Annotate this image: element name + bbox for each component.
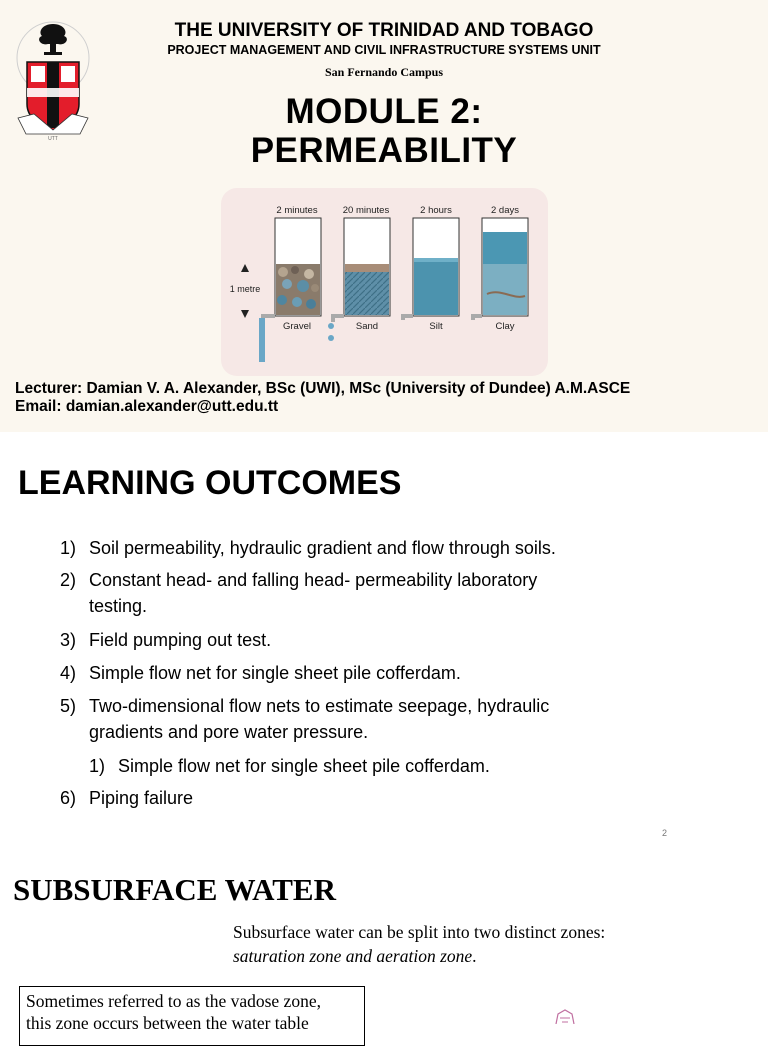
learning-outcomes-title: LEARNING OUTCOMES — [18, 464, 402, 502]
unit-name: PROJECT MANAGEMENT AND CIVIL INFRASTRUCTURE SYSTEMS UNIT — [167, 43, 601, 57]
module-subtitle: PERMEABILITY — [250, 131, 518, 170]
item-text: Field pumping out test. — [89, 630, 272, 650]
university-name: THE UNIVERSITY OF TRINIDAD AND TOBAGO — [174, 20, 594, 41]
item-number: 1) — [60, 538, 77, 558]
list-item — [60, 785, 660, 811]
module-title: MODULE 2: — [285, 92, 483, 131]
item-text: Piping failure — [89, 788, 194, 808]
item-number: 3) — [60, 630, 77, 650]
item-number: 6) — [60, 788, 77, 808]
intro-paragraph — [233, 920, 633, 968]
item-text-continued: testing. — [89, 596, 148, 616]
list-item — [60, 627, 660, 653]
item-text: Two-dimensional flow nets to estimate seepage, hydraulic — [89, 696, 550, 716]
intro-end: . — [472, 946, 477, 966]
campus-name: San Fernando Campus — [324, 65, 444, 79]
vadose-zone-textbox — [19, 986, 365, 1046]
item-text: Constant head- and falling head- permeability laboratory — [89, 570, 538, 590]
textbox-line: this zone occurs between the water table — [26, 1013, 309, 1033]
soil-label: Sand — [355, 321, 379, 332]
intro-italic-text: saturation zone and aeration zone — [233, 946, 473, 966]
textbox-line: Sometimes referred to as the vadose zone, — [26, 991, 321, 1011]
permeability-figure — [221, 188, 548, 376]
lecturer-info — [15, 380, 630, 416]
item-number: 4) — [60, 663, 77, 683]
sub-list-item — [89, 753, 649, 779]
diagram-fragment-icon — [550, 1008, 580, 1024]
soil-label: Gravel — [283, 321, 311, 332]
title-slide — [0, 0, 768, 432]
subsurface-water-title: SUBSURFACE WATER — [13, 872, 336, 907]
scale-label: 1 metre — [229, 284, 261, 294]
intro-text: Subsurface water can be split into two distinct zones: — [233, 922, 606, 942]
item-text: Soil permeability, hydraulic gradient and flow through soils. — [89, 538, 556, 558]
soil-label: Clay — [495, 321, 515, 332]
svg-text:UTT: UTT — [48, 136, 58, 142]
time-label: 2 minutes — [276, 205, 318, 216]
item-number: 1) — [89, 756, 106, 776]
item-text: Simple flow net for single sheet pile cofferdam. — [118, 756, 490, 776]
lecturer-line: Lecturer: Damian V. A. Alexander, BSc (UWI), MSc (University of Dundee) A.M.ASCE — [15, 380, 631, 397]
email-line: Email: damian.alexander@utt.edu.tt — [15, 398, 279, 415]
item-text-continued: gradients and pore water pressure. — [89, 722, 369, 742]
list-item — [60, 535, 660, 561]
page-number: 2 — [662, 828, 668, 838]
item-number: 5) — [60, 696, 77, 716]
list-item — [60, 567, 660, 619]
time-label: 2 hours — [420, 205, 452, 216]
soil-label: Silt — [429, 321, 443, 332]
list-item — [60, 660, 660, 686]
time-label: 2 days — [491, 205, 519, 216]
time-label: 20 minutes — [342, 205, 390, 216]
list-item — [60, 693, 660, 745]
item-number: 2) — [60, 570, 77, 590]
item-text: Simple flow net for single sheet pile cofferdam. — [89, 663, 461, 683]
